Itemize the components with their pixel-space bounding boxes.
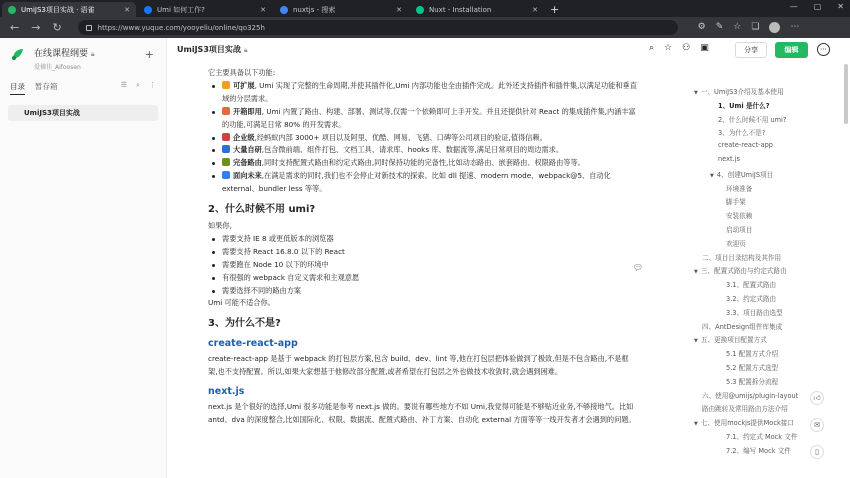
toc-item-label: 安装依赖 [726,212,753,221]
feature-title: 完备路由 [233,158,262,168]
emoji-icon [222,133,230,141]
toc-item[interactable] [710,100,770,110]
url-bar[interactable] [78,20,678,35]
search-icon[interactable]: ⌕ [136,81,140,89]
feature-item [208,144,638,157]
browser-chrome [0,0,850,38]
collections-icon[interactable]: ❏ [751,22,760,32]
toc-item-label: 二、项目目录结构及其作用 [702,253,782,262]
tab-title: Nuxt - Installation [429,5,492,14]
toc-item[interactable] [718,196,746,206]
if-you-text: 如果你, [208,220,232,230]
minimize-icon[interactable]: — [789,2,798,11]
tab-title: UmiJS3项目实战 · 语雀 [21,5,95,14]
toc-item[interactable] [694,403,788,413]
toc-item-label: 三、配置式路由与约定式路由 [700,267,787,276]
toc-item[interactable] [718,431,797,441]
list-item: 需要选择不同的路由方案 [208,285,638,298]
feature-text: ,经蚂蚁内部 3000+ 项目以及阿里、优酷、网易、飞猪、口碑等公司项目的验证,值得信赖。 [254,132,547,142]
toc-item[interactable] [718,293,776,303]
book-user[interactable]: 爱佛佳_Aifoosen [34,64,81,71]
mobile-icon[interactable]: ▯ [810,445,824,459]
toc-item-label: 七、使用mockjs提供Mock接口 [700,419,794,428]
feature-item [208,80,638,106]
present-icon[interactable]: ▣ [700,43,709,53]
favicon-icon [280,6,288,14]
heading-why-not: 3、为什么不是? [208,318,281,330]
toc-item-label: 1、Umi 是什么? [718,101,770,110]
toc-item[interactable] [718,362,778,372]
table-of-contents [690,62,850,478]
feature-title: 可扩展 [233,80,255,90]
close-icon[interactable]: ✕ [837,2,844,11]
feature-item [208,106,638,132]
toc-item-label: 3.3、项目路由选型 [726,308,783,317]
feature-text: , Umi 内置了路由、构建、部署、测试等,仅需一个依赖即可上手开发。并且还提供针对 React 的集成插件集,内涵丰富的功能,可满足日常 80% 的开发需求。 [222,106,636,129]
search-icon[interactable]: ⌕ [649,43,655,53]
toc-item-label: next.js [718,155,740,163]
maximize-icon[interactable]: ▢ [813,2,822,11]
heading-cra: create-react-app [208,338,298,350]
list-item: 需要支持 IE 8 或更低版本的浏览器 [208,233,638,246]
address-bar-row [0,17,850,38]
toc-item[interactable] [718,210,752,220]
edit-button[interactable]: 编辑 [775,42,808,58]
back-icon[interactable]: ← [10,21,20,34]
emoji-icon [222,107,230,115]
lock-icon: 🔒︎ [90,50,95,58]
toc-item-label: 五、更换项目配置方式 [700,336,767,345]
emoji-icon [222,145,230,153]
scrollbar[interactable] [844,64,848,124]
toc-item[interactable] [710,141,773,149]
toc-item[interactable] [694,252,781,262]
tab-title: nuxtjs - 搜索 [293,5,336,14]
comment-icon[interactable]: ✉ [810,418,824,432]
toc-item[interactable] [694,321,782,331]
next-text: next.js 是个很好的选择,Umi 很多功能是参考 next.js 做的。要说有哪些地方不如 Umi,我觉得可能是不够贴近业务,不够接地气。比如 antd、dva 的深度整合,比如国际化、权限、数据流、配置式路由、补丁方案、自动化 external 方面等等一线开发者才会遇到的问题。 [208,401,636,424]
caret-down-icon[interactable]: ▼ [694,90,698,96]
feature-title: 面向未来 [233,171,262,181]
toc-item-label: 脚手架 [726,198,746,207]
toc-item[interactable] [718,224,752,234]
favicon-icon [416,6,424,14]
list-icon[interactable]: ☰ [120,81,128,89]
list-item: 需要支持 React 16.8.0 以下的 React [208,246,638,259]
feature-text: ,同时支持配置式路由和约定式路由,同时保持功能的完备性,比如动态路由、嵌套路由、权限路由等等。 [261,158,585,168]
browser-tab[interactable] [410,2,544,17]
toc-item-label: 5.1 配置方式介绍 [726,350,779,359]
toc-item[interactable] [718,238,746,248]
feature-item [208,132,638,145]
star-icon[interactable]: ☆ [664,43,673,53]
more-icon[interactable]: ⋮ [149,81,156,89]
feature-item [208,157,638,170]
browser-tab[interactable] [138,2,272,17]
toc-item-label: 3.1、配置式路由 [726,281,777,290]
toc-item[interactable] [718,376,778,386]
book-logo-icon [10,46,26,62]
toc-item-label: 3.2、约定式路由 [726,295,777,303]
heading-next: next.js [208,385,245,397]
emoji-icon [222,81,230,89]
list-item: 有很强的 webpack 自定义需求和主观意愿 [208,272,638,285]
toc-item-label: 3、为什么不是? [718,129,766,138]
feature-title: 开箱即用 [233,106,262,116]
toc-item-label: create-react-app [718,141,773,150]
profile-avatar[interactable] [769,22,780,33]
toc-item-label: 7.1、约定式 Mock 文件 [726,433,798,441]
toc-item-label: 六、使用@umijs/plugin-layout [702,391,799,400]
add-icon[interactable]: + [144,48,154,61]
tab-strip [0,0,850,17]
close-icon[interactable]: ✕ [396,5,402,14]
not-fit-text: Umi 可能不适合你。 [208,298,275,308]
book-header [10,46,95,71]
page-title: UmiJS3项目实战 🔒︎ [177,45,248,54]
lock-icon: 🔒︎ [243,46,248,54]
caret-down-icon[interactable]: ▼ [710,172,714,179]
caret-down-icon[interactable]: ▼ [694,269,698,276]
feature-item [208,170,638,196]
list-item: 需要跑在 Node 10 以下的环境中 [208,259,638,272]
toc-item[interactable] [710,155,740,163]
book-sidebar [0,38,167,478]
favicon-icon [144,6,152,14]
favicon-icon [8,6,16,14]
browser-tab[interactable] [2,2,136,17]
toc-item-label: 环境准备 [726,184,753,193]
url-text: https://www.yuque.com/yooyeliu/online/qo325h [97,23,265,32]
cra-text: create-react-app 是基于 webpack 的打包层方案,包含 build、dev、lint 等,他在打包层把体验做到了极致,但是不包含路由,不是框架,也不支持配置。所以,如果大家想基于他修改部分配置,或者希望在打包层之外也做技术收敛时,就会遇到困难。 [208,354,629,377]
reload-icon[interactable]: ↻ [52,21,62,34]
comment-icon[interactable]: 💬︎ [631,262,645,276]
toc-item-label: 一、UmiJS3介绍及基本使用 [700,88,784,96]
close-icon[interactable]: ✕ [124,5,130,14]
browser-tab[interactable] [274,2,408,17]
tab-drafts[interactable]: 暂存箱 [35,82,58,91]
toc-item-label: 启动项目 [726,226,753,234]
lock-icon [86,25,92,31]
toc-item-label: 路由跳转及常用路由方法介绍 [702,405,788,414]
toc-item[interactable] [718,183,752,193]
toc-item[interactable] [694,390,798,400]
toc-item-label: 4、创建UmiJS项目 [716,170,774,179]
toc-item-label: 欢迎页 [726,239,746,248]
toc-item[interactable] [710,169,773,179]
forward-icon[interactable]: → [31,21,41,34]
tab-toc[interactable]: 目录 [10,81,25,95]
toc-item[interactable] [718,445,791,455]
tab-title: Umi 如何工作? [157,5,205,14]
toc-item[interactable] [694,265,787,275]
heading-when-not: 2、什么时候不用 umi? [208,204,316,216]
toc-item[interactable] [694,86,784,96]
caret-down-icon[interactable]: ▼ [694,338,698,345]
toc-item[interactable] [710,127,765,137]
toc-item[interactable] [718,307,783,317]
new-tab-icon[interactable]: + [550,3,560,16]
toc-item-label: 2、什么时候不用 umi? [718,115,787,124]
like-icon[interactable]: 👍︎ [810,391,824,405]
feature-title: 企业级 [233,132,255,142]
caret-down-icon[interactable]: ▼ [694,421,698,428]
emoji-icon [222,171,230,179]
toc-item[interactable] [718,279,776,289]
toc-item-label: 7.2、编写 Mock 文件 [726,446,791,455]
feature-title: 大量自研 [233,145,262,155]
share-button[interactable]: 分享 [735,42,767,58]
toc-item-label: 四、AntDesign组件库集成 [702,322,783,331]
feature-text: ,在满足需求的同时,我们也不会停止对新技术的探索。比如 dll 提速、modern mode、webpack@5、自动化 external、bundler less 等等。 [222,171,611,194]
extension-icon[interactable]: ⚙ [697,22,706,32]
toc-item[interactable] [718,348,778,358]
feature-text: , Umi 实现了完整的生命周期,并使其插件化,Umi 内部功能也全由插件完成。此外还支持插件和插件集,以满足功能和垂直域的分层需求。 [222,80,637,103]
more-icon[interactable]: ⋯ [817,43,830,56]
toc-item[interactable] [694,334,767,344]
intro-text: 它主要具备以下功能: [208,68,276,77]
extension-icon[interactable]: ✎ [715,22,724,32]
close-icon[interactable]: ✕ [260,5,266,14]
doc-toolbar [167,38,850,62]
toc-item[interactable] [710,114,786,124]
toc-item-label: 5.2 配置方式选型 [726,364,779,372]
window-controls [790,2,844,11]
book-title[interactable]: 在线课程纲要 🔒︎ [34,49,95,59]
bookmark-icon[interactable]: ☆ [733,22,742,32]
close-icon[interactable]: ✕ [532,5,538,14]
feature-text: ,包含微前端、组件打包、文档工具、请求库、hooks 库、数据流等,满足日常项目的周边需求。 [261,145,564,155]
menu-icon[interactable]: ⋯ [790,22,800,32]
user-icon[interactable]: ⚇ [682,43,691,53]
sidebar-item-umijs[interactable]: UmiJS3项目实战 [8,105,158,121]
toc-item-label: 5.3 配置拆分流程 [726,377,779,386]
emoji-icon [222,158,230,166]
doc-content [167,62,687,478]
toc-item[interactable] [694,417,794,427]
